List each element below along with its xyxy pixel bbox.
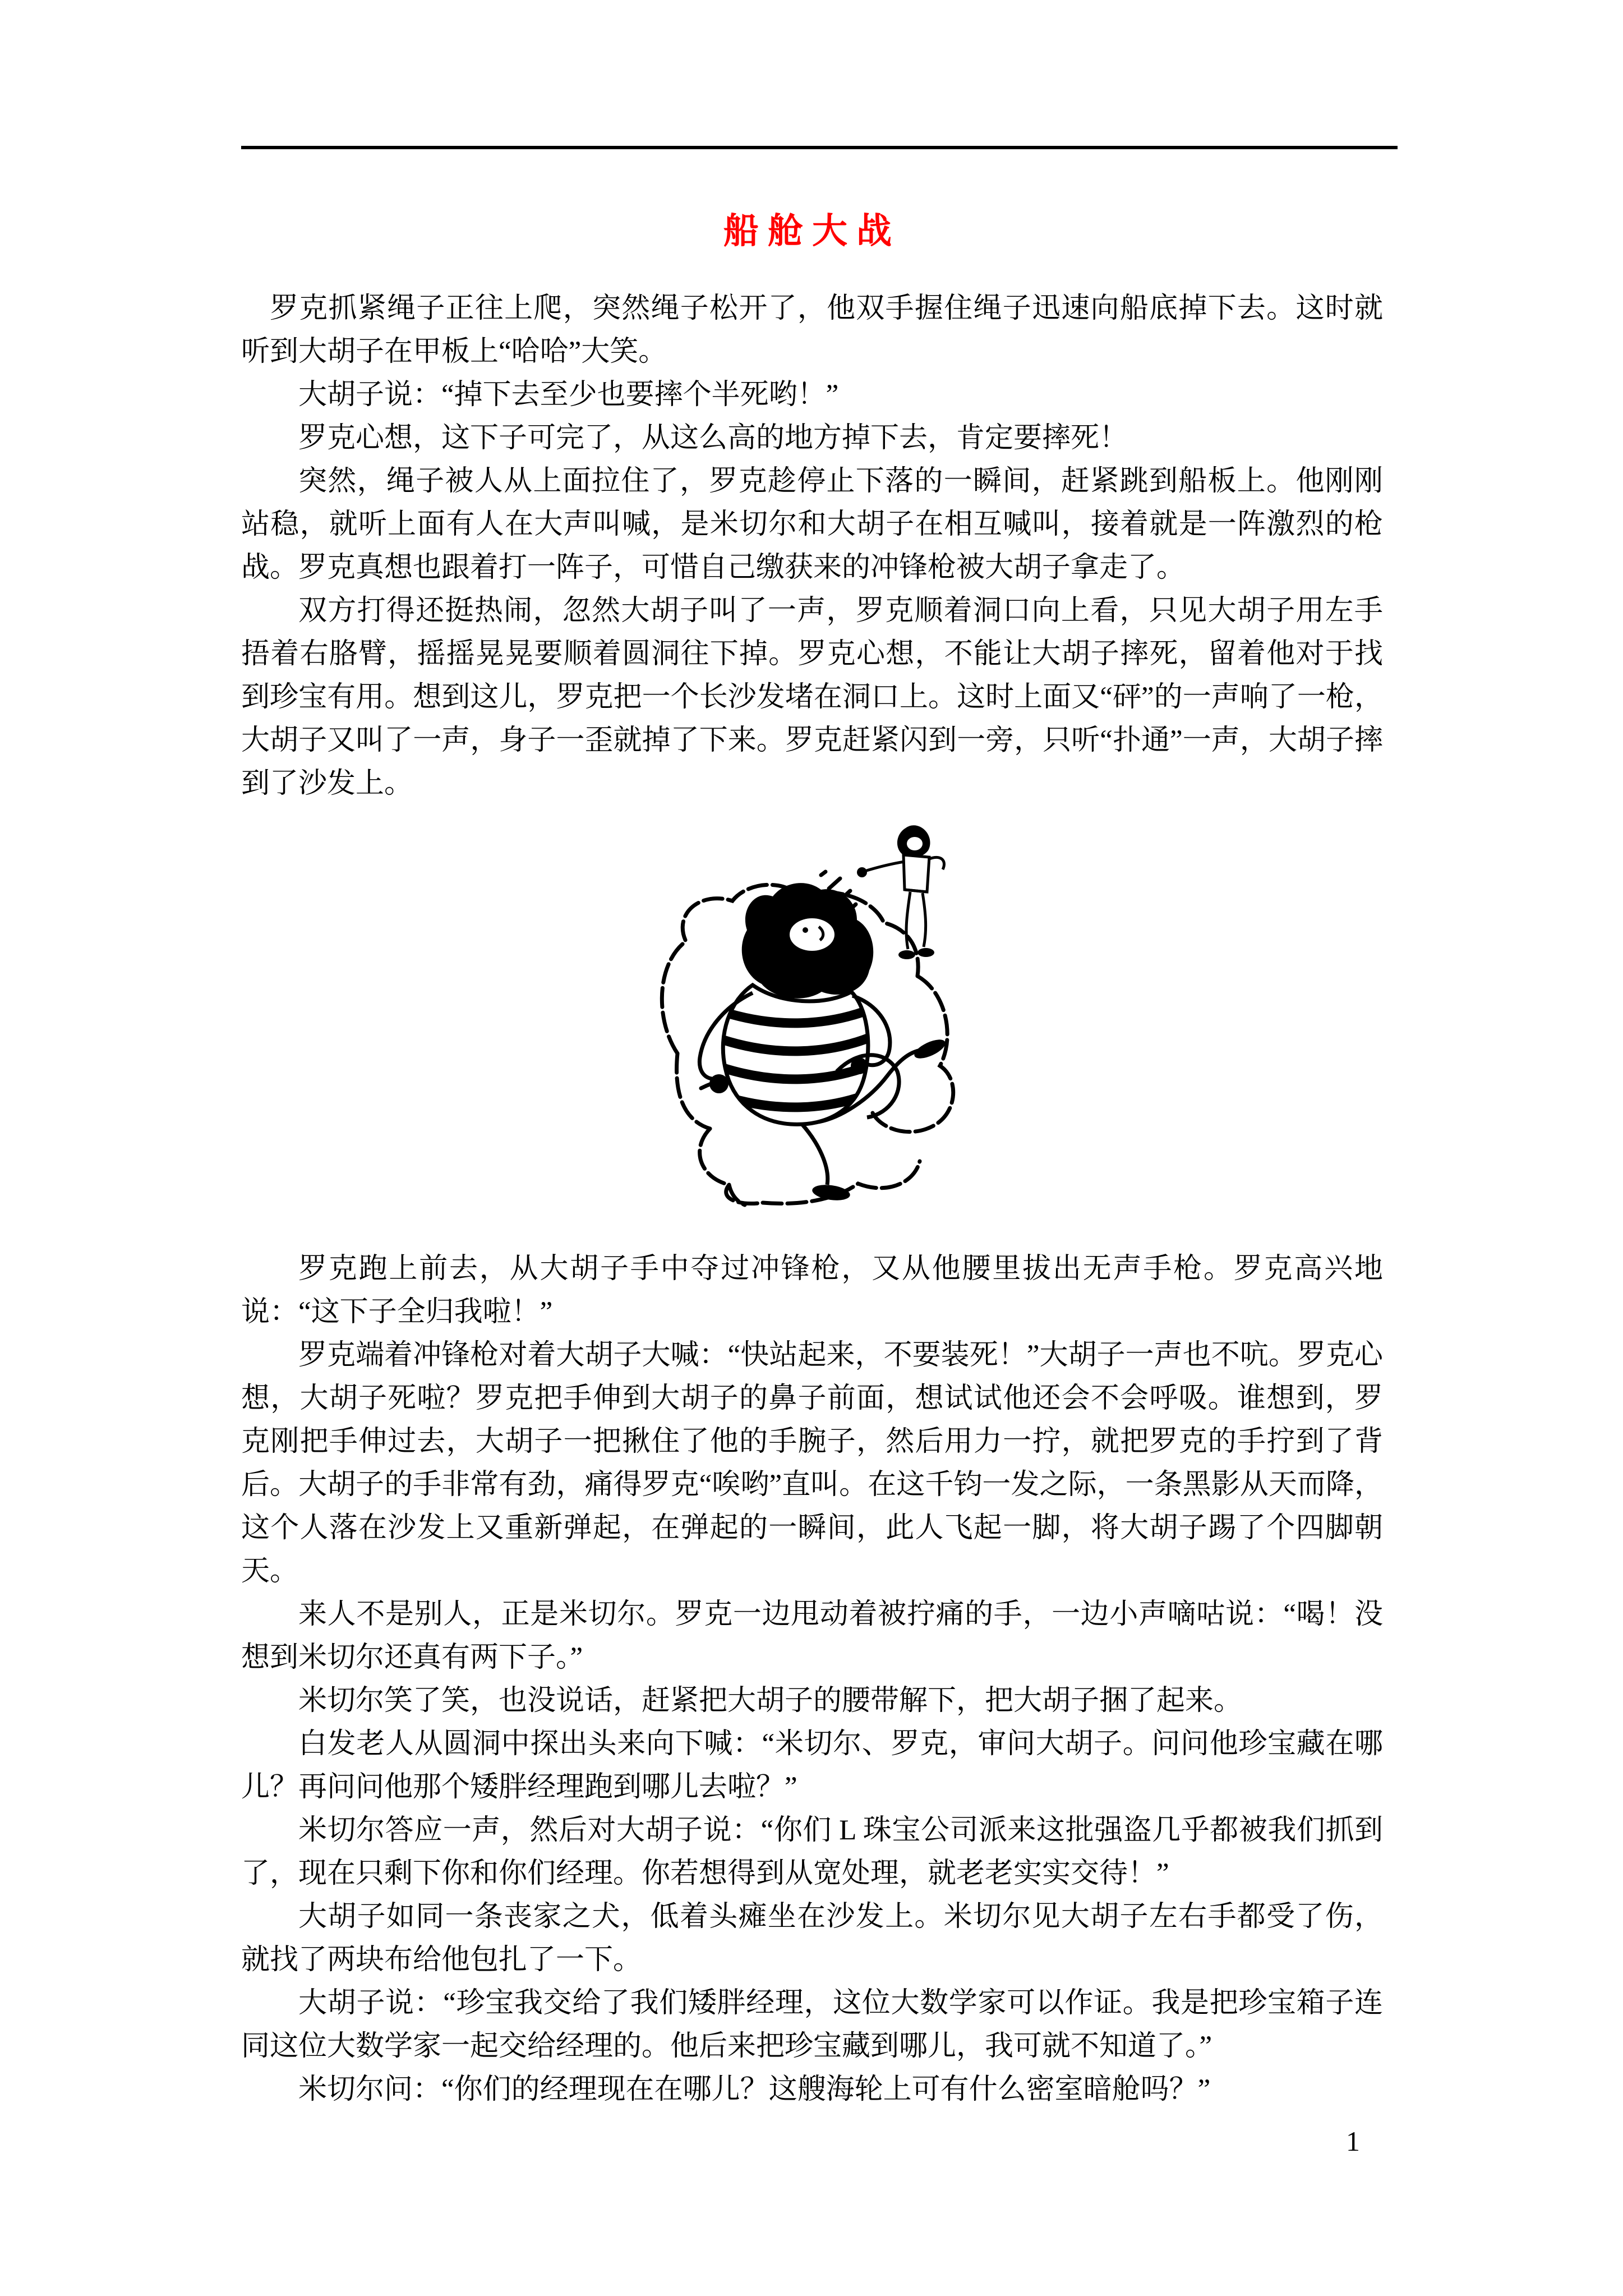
paragraph: 米切尔问：“你们的经理现在在哪儿？这艘海轮上可有什么密室暗舱吗？” [298, 2074, 1211, 2105]
paragraph: 大胡子说：“掉下去至少也要摔个半死哟！” [298, 379, 839, 411]
paragraph: 罗克心想，这下子可完了，从这么高的地方掉下去，肯定要摔死！ [298, 422, 1128, 454]
paragraph: 罗克跑上前去，从大胡子手中夺过冲锋枪，又从他腰里拔出无声手枪。罗克高兴地说：“这下子全归我啦！” [241, 1253, 1383, 1328]
page-number: 1 [1346, 2125, 1360, 2157]
paragraph: 白发老人从圆洞中探出头来向下喊：“米切尔、罗克，审问大胡子。问问他珍宝藏在哪儿？再问问他那个矮胖经理跑到哪儿去啦？” [241, 1728, 1383, 1803]
paragraph: 米切尔答应一声，然后对大胡子说：“你们 L 珠宝公司派来这批强盗几乎都被我们抓到了，现在只剩下你和你们经理。你若想得到从宽处理，就老老实实交待！” [241, 1815, 1383, 1889]
paragraph: 突然，绳子被人从上面拉住了，罗克趁停止下落的一瞬间，赶紧跳到船板上。他刚刚站稳，就听上面有人在大声叫喊，是米切尔和大胡子在相互喊叫，接着就是一阵激烈的枪战。罗克真想也跟着打一阵子，可惜自己缴获来的冲锋枪被大胡子拿走了。 [241, 466, 1383, 583]
header-rule [241, 146, 1398, 149]
paragraph: 罗克抓紧绳子正往上爬，突然绳子松开了，他双手握住绳子迅速向船底掉下去。这时就听到大胡子在甲板上“哈哈”大笑。 [241, 293, 1383, 367]
paragraph: 双方打得还挺热闹，忽然大胡子叫了一声，罗克顺着洞口向上看，只见大胡子用左手捂着右胳臂，摇摇晃晃要顺着圆洞往下掉。罗克心想，不能让大胡子摔死，留着他对于找到珍宝有用。想到这儿，罗克把一个长沙发堵在洞口上。这时上面又“砰”的一声响了一枪，大胡子又叫了一声，身子一歪就掉了下来。罗克赶紧闪到一旁，只听“扑通”一声，大胡子摔到了沙发上。 [241, 595, 1383, 799]
cartoon-drawing [633, 807, 977, 1208]
story-text-top [241, 287, 1383, 806]
paragraph: 米切尔笑了笑，也没说话，赶紧把大胡子的腰带解下，把大胡子捆了起来。 [298, 1685, 1243, 1717]
story-illustration [633, 807, 977, 1208]
page-title: 船舱大战 [723, 211, 901, 251]
paragraph: 大胡子说：“珍宝我交给了我们矮胖经理，这位大数学家可以作证。我是把珍宝箱子连同这位大数学家一起交给经理的。他后来把珍宝藏到哪儿，我可就不知道了。” [241, 1987, 1383, 2062]
story-text-bottom [241, 1248, 1383, 2111]
paragraph: 大胡子如同一条丧家之犬，低着头瘫坐在沙发上。米切尔见大胡子左右手都受了伤，就找了两块布给他包扎了一下。 [241, 1901, 1383, 1976]
paragraph: 来人不是别人，正是米切尔。罗克一边甩动着被拧痛的手，一边小声嘀咕说：“喝！没想到米切尔还真有两下子。” [241, 1599, 1383, 1673]
paragraph: 罗克端着冲锋枪对着大胡子大喊：“快站起来，不要装死！”大胡子一声也不吭。罗克心想，大胡子死啦？罗克把手伸到大胡子的鼻子前面，想试试他还会不会呼吸。谁想到，罗克刚把手伸过去，大胡子一把揪住了他的手腕子，然后用力一拧，就把罗克的手拧到了背后。大胡子的手非常有劲，痛得罗克“唉哟”直叫。在这千钧一发之际，一条黑影从天而降，这个人落在沙发上又重新弹起，在弹起的一瞬间，此人飞起一脚，将大胡子踢了个四脚朝天。 [241, 1340, 1383, 1587]
